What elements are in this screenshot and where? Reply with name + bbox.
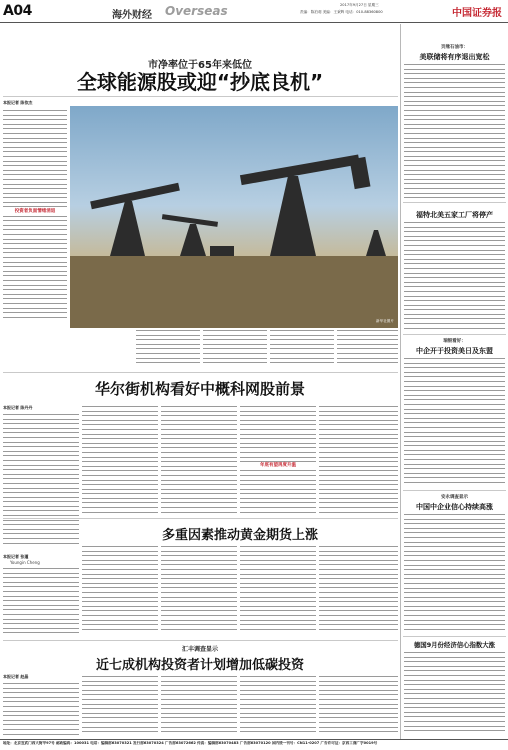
oil-pump-illustration <box>70 106 398 328</box>
lead-byline: 本报记者 陈依杰 <box>3 100 33 105</box>
sidebar-lower-body <box>404 358 505 488</box>
meta-date: 2017年9月27日 星期三 <box>340 3 379 7</box>
mid-byline: 本报记者 陈丹丹 <box>3 405 33 410</box>
section-name-en: Overseas <box>165 4 228 18</box>
page-number: A04 <box>3 3 32 19</box>
survey-byline: 本报记者 赵晶 <box>3 674 29 679</box>
page-footer: 地址：北京宣武门西大街甲97号 邮政编码：100031 电话：编辑部63070321 发行部63070324 广告部63072662 传真：编辑部63070483 广告部63070120 国内统一刊号：CN11-0207 广告许可证：京西工商广字0019号 <box>3 741 378 745</box>
survey-col-5 <box>319 676 398 738</box>
sidebar-top-kicker: 页缘石油市： <box>441 45 468 50</box>
lead-headline: 全球能源股或迎“抄底良机” <box>76 70 324 94</box>
survey-kicker: 汇丰调查显示 <box>181 646 218 653</box>
survey-col-3 <box>161 676 237 738</box>
mid-col-3 <box>161 406 237 518</box>
futures-col-4 <box>240 546 316 636</box>
futures-byline: 本报记者 张瑾 <box>3 554 29 559</box>
sidebar-lower-title2: 中国中企业信心持续高涨 <box>416 503 493 511</box>
lead-col-5 <box>337 330 398 370</box>
page-header <box>0 0 508 24</box>
mid-col-2 <box>82 406 158 518</box>
futures-col-5 <box>319 546 398 636</box>
sidebar-mid-title: 福特北美五家工厂将停产 <box>416 211 493 219</box>
photo-caption: 新华社图片 <box>376 319 394 323</box>
masthead: 中国证券报 <box>452 8 502 19</box>
futures-headline: 多重因素推动黄金期货上涨 <box>161 528 318 543</box>
meta-editors: 责编：陈泊莉 美编：王秉辉 电话：010-88360800 <box>300 10 383 14</box>
futures-col-3 <box>161 546 237 636</box>
lead-kicker: 市净率位于65年来低位 <box>148 60 252 71</box>
sidebar-bottom-title: 德国9月份经济信心指数大涨 <box>413 641 496 649</box>
futures-col-1 <box>3 568 79 640</box>
survey-headline: 近七成机构投资者计划增加低碳投资 <box>95 658 304 673</box>
sidebar-top-body <box>404 64 505 200</box>
lead-col-2 <box>136 330 200 370</box>
mid-col-5 <box>319 406 398 518</box>
mid-headline: 华尔街机构看好中概科网股前景 <box>94 380 305 398</box>
lead-col-3 <box>203 330 267 370</box>
survey-col-2 <box>82 676 158 738</box>
sidebar-lower-kicker2: 安永调查显示 <box>441 495 468 500</box>
futures-col-2 <box>82 546 158 636</box>
lead-col-4 <box>270 330 334 370</box>
sidebar-lower-kicker: 瑞银看好： <box>443 339 466 344</box>
lead-col-1 <box>3 110 67 340</box>
lead-photo <box>70 106 398 328</box>
survey-col-4 <box>240 676 316 738</box>
mid-col-1 <box>3 414 79 549</box>
section-name: 海外财经 <box>112 10 152 21</box>
sidebar-top-title: 美联储将有序退出宽松 <box>419 53 490 61</box>
inset-title: 投资者负面情绪消退 <box>3 208 67 214</box>
sidebar-lower2-body <box>404 514 505 636</box>
sidebar-bottom-body <box>404 652 505 738</box>
mid-subhead: 年底有望再度升温 <box>240 462 316 468</box>
survey-col-1 <box>3 683 79 738</box>
sidebar-mid-body <box>404 222 505 332</box>
sidebar-lower-title: 中企开于投资美日及东盟 <box>416 347 493 355</box>
futures-sub-byline: Youngin Cheng <box>10 560 40 565</box>
